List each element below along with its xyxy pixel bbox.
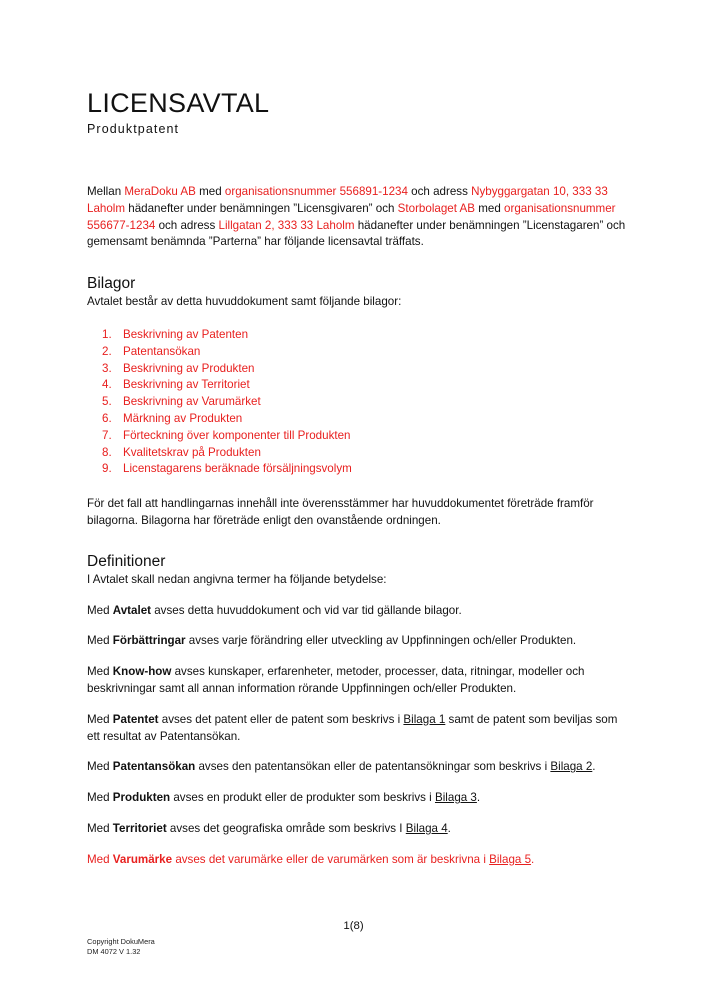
list-item: 1. Beskrivning av Patenten: [102, 327, 249, 341]
definitions-list: [87, 603, 627, 869]
document-title: LICENSAVTAL: [87, 88, 270, 118]
page-number: 1(8): [343, 920, 364, 932]
footer-doc-id: DM 4072 V 1.32: [87, 947, 141, 956]
bilaga-link[interactable]: Bilaga 5: [489, 852, 532, 866]
list-item: 5. Beskrivning av Varumärket: [102, 395, 261, 409]
document-subtitle: Produktpatent: [87, 122, 180, 136]
licensee-orgnr: organisationsnummer 556677-1234: [87, 201, 616, 232]
definition-avtalet: Med Avtalet avses detta huvuddokument och vid var tid gällande bilagor.: [87, 603, 462, 617]
list-item: 9. Licenstagarens beräknade försäljningsvolym: [102, 462, 352, 476]
bilagor-list: [102, 327, 627, 478]
licensor-name: MeraDoku AB: [124, 185, 196, 198]
footer-copyright: Copyright DokuMera: [87, 937, 155, 946]
section-heading-bilagor: Bilagor: [87, 275, 136, 293]
list-item: 6. Märkning av Produkten: [102, 411, 243, 425]
licensee-address: Lillgatan 2, 333 33 Laholm: [218, 218, 355, 232]
list-item: 7. Förteckning över komponenter till Produkten: [102, 428, 351, 442]
definition-patentansokan: Med Patentansökan avses den patentansökan eller de patentansökningar som beskrivs i Bilaga 2.: [87, 760, 596, 774]
document-page: [87, 88, 627, 869]
precedence-paragraph: För det fall att handlingarnas innehåll inte överensstämmer har huvuddokumentet företräde framför bilagorna. Bilagorna har företräde enligt den ovanstående ordningen.: [87, 497, 594, 527]
list-item: 2. Patentansökan: [102, 344, 201, 358]
page-footer: [87, 937, 155, 957]
licensor-address: Nybyggargatan 10, 333 33 Laholm: [87, 185, 608, 215]
definitioner-lead: I Avtalet skall nedan angivna termer ha följande betydelse:: [87, 572, 387, 586]
definition-varumarke: Med Varumärke avses det varumärke eller de varumärken som är beskrivna i Bilaga 5.: [87, 852, 535, 866]
definition-forbattringar: Med Förbättringar avses varje förändring eller utveckling av Uppfinningen och/eller Produkten.: [87, 634, 577, 648]
licensee-name: Storbolaget AB: [397, 201, 476, 215]
section-heading-definitioner: Definitioner: [87, 552, 166, 570]
list-item: 4. Beskrivning av Territoriet: [102, 378, 250, 392]
bilaga-link[interactable]: Bilaga 3: [434, 791, 477, 805]
definition-knowhow: Med Know-how avses kunskaper, erfarenheter, metoder, processer, data, ritningar, modeller och beskrivningar samt all annan information rörande Uppfinningen och/eller Produkten.: [87, 665, 585, 695]
list-item: 8. Kvalitetskrav på Produkten: [102, 445, 261, 459]
definition-produkten: Med Produkten avses en produkt eller de produkter som beskrivs i Bilaga 3.: [87, 791, 481, 805]
list-item: 3. Beskrivning av Produkten: [102, 361, 255, 375]
bilaga-link[interactable]: Bilaga 1: [403, 712, 446, 726]
intro-paragraph: Mellan MeraDoku AB med organisationsnummer 556891-1234 och adress Nybyggargatan 10, 333 33 Laholm hädanefter under benämningen ”Licensgivaren” och Storbolaget AB med organisationsnummer 556677-1234 och adress Lillgatan 2, 333 33 Laholm hädanefter under benämningen ”Licenstagaren” och gemensamt benämnda ”Parterna” har följande licensavtal träffats.: [87, 185, 626, 249]
bilaga-link[interactable]: Bilaga 4: [405, 821, 448, 835]
definition-territoriet: Med Territoriet avses det geografiska område som beskrivs I Bilaga 4.: [87, 821, 451, 835]
definition-patentet: Med Patentet avses det patent eller de patent som beskrivs i Bilaga 1 samt de patent som beviljas som ett resultat av Patentansökan.: [87, 712, 618, 743]
bilaga-link[interactable]: Bilaga 2: [550, 760, 593, 774]
bilagor-lead: Avtalet består av detta huvuddokument samt följande bilagor:: [87, 295, 402, 309]
licensor-orgnr: organisationsnummer 556891-1234: [224, 185, 408, 198]
